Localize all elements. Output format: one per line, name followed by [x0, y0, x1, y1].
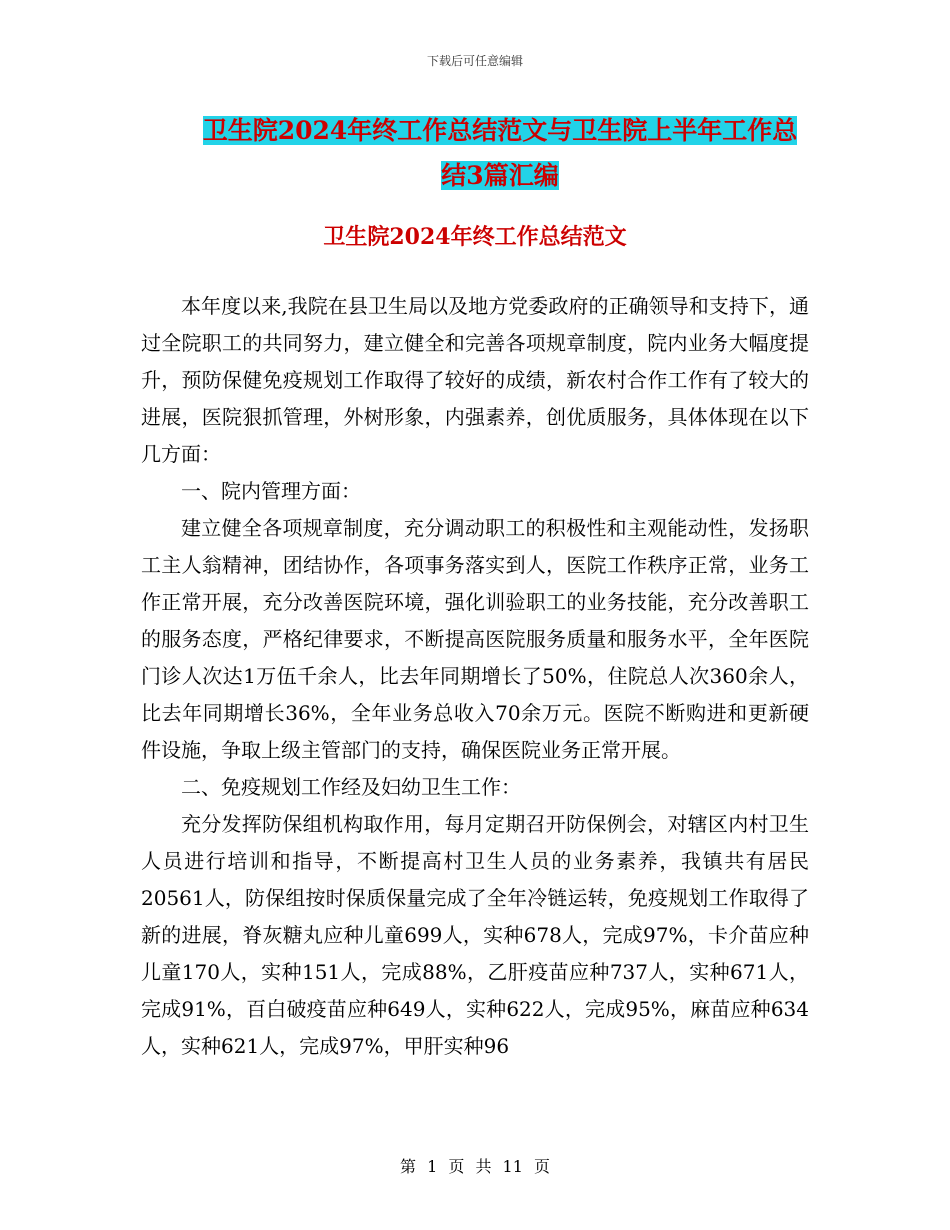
heading-internal-management: 一、院内管理方面： — [181, 479, 361, 503]
paragraph-immunization: 充分发挥防保组机构取作用，每月定期召开防保例会，对辖区内村卫生人员进行培训和指导，不断提高村卫生人员的业务素养，我镇共有居民20561人，防保组按时保质保量完成了全年冷链运转，免疫规划工作取得了新的进展，脊灰糖丸应种儿童699人，实种678人，完成97%，卡介苗应种儿童170人，实种151人，完成88%，乙肝疫苗应种737人，实种671人，完成91%，百白破疫苗应种649人，实种622人，完成95%，麻苗应种634人，实种621人，完成97%，甲肝实种96 — [141, 812, 809, 1058]
header-note: 下载后可任意编辑 — [426, 54, 523, 68]
paragraph-internal-management: 建立健全各项规章制度，充分调动职工的积极性和主观能动性，发扬职工主人翁精神，团结协作，各项事务落实到人，医院工作秩序正常，业务工作正常开展，充分改善医院环境，强化训验职工的业务技能，充分改善职工的服务态度，严格纪律要求，不断提高医院服务质量和服务水平，全年医院门诊人次达1万伍千余人，比去年同期增长了50%，住院总人次360余人，比去年同期增长36%，全年业务总收入70余万元。医院不断购进和更新硬件设施，争取上级主管部门的支持，确保医院业务正常开展。 — [141, 516, 809, 762]
document-title — [140, 108, 860, 198]
document-body — [141, 288, 809, 1065]
document-title-line-2: 结3篇汇编 — [441, 161, 559, 190]
document-title-line-1: 卫生院2024年终工作总结范文与卫生院上半年工作总 — [202, 116, 798, 145]
heading-immunization: 二、免疫规划工作经及妇幼卫生工作： — [181, 775, 521, 799]
paragraph-intro: 本年度以来,我院在县卫生局以及地方党委政府的正确领导和支持下，通过全院职工的共同努力，建立健全和完善各项规章制度，院内业务大幅度提升，预防保健免疫规划工作取得了较好的成绩，新农村合作工作有了较大的进展，医院狠抓管理，外树形象，内强素养，创优质服务，具体体现在以下几方面： — [141, 294, 809, 466]
page-footer: 第 1 页 共 11 页 — [400, 1157, 550, 1176]
section-title: 卫生院2024年终工作总结范文 — [323, 224, 627, 250]
